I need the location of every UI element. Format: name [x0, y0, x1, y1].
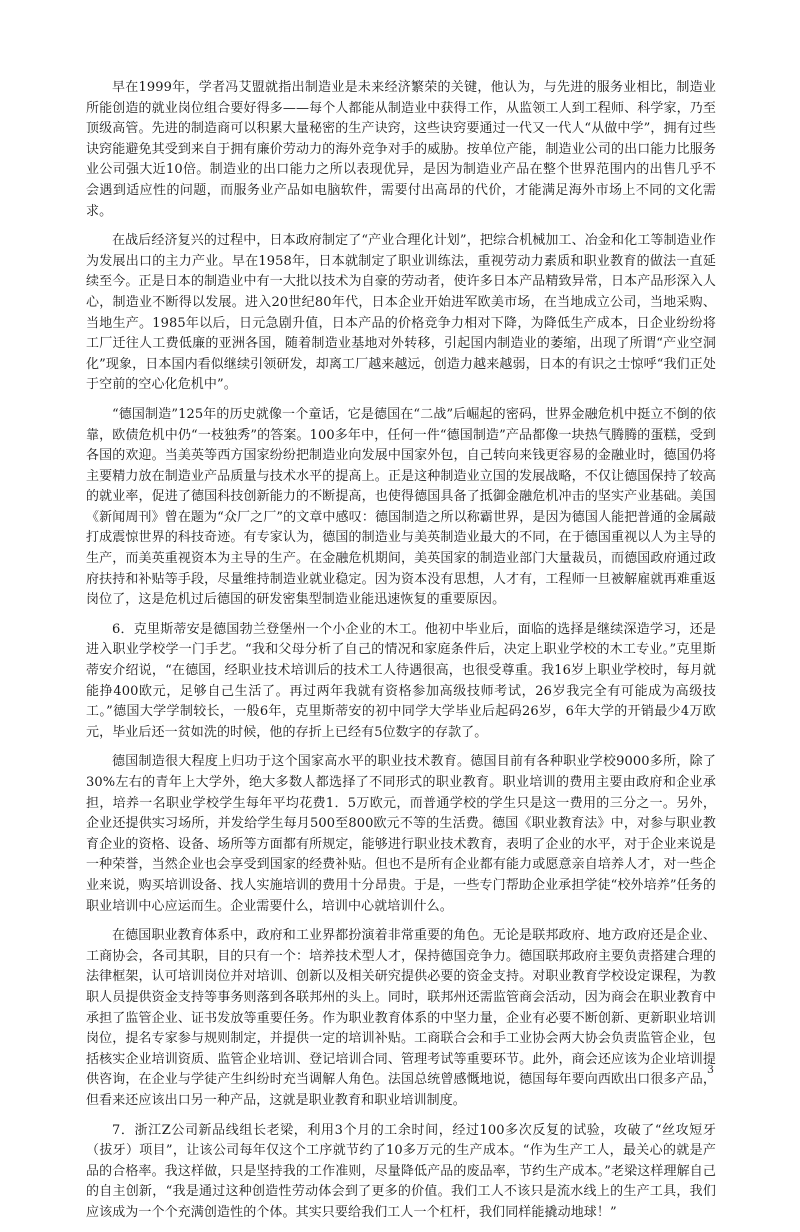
paragraph-government-industry-roles: 在德国职业教育体系中，政府和工业界都扮演着非常重要的角色。无论是联邦政府、地方政府还是企业、工商协会，各司其职，目的只有一个：培养技术型人才，保持德国竞争力。德国联邦政府主要负责搭建合理的法律框架，认可培训岗位并对培训、创新以及相关研究提供必要的资金支持。对职业教育学校设定课程，为教职人员提供资金支持等事务则落到各联邦州的头上。同时，联邦州还需监管商会活动，因为商会在职业教育中承担了监管企业、证书发放等重要任务。作为职业教育体系的中坚力量，企业有必要不断创新、更新职业培训岗位，提名专家参与规则制定，并提供一定的培训补贴。工商联合会和手工业协会两大协会负责监管企业，包括核实企业培训资质、监管企业培训、登记培训合同、管理考试等重要环节。此外，商会还应该为企业培训提供咨询，在企业与学徒产生纠纷时充当调解人角色。法国总统曾感慨地说，德国每年要向西欧出口很多产品，但看来还应该出口另一种产品，这就是职业教育和职业培训制度。 — [86, 928, 716, 1108]
document-body — [86, 78, 716, 1232]
paragraph-japan-industry: 在战后经济复兴的过程中，日本政府制定了“产业合理化计划”，把综合机械加工、冶金和化工等制造业作为发展出口的主力产业。早在1958年，日本就制定了职业训练法，重视劳动力素质和职业教育的做法一直延续至今。正是日本的制造业中有一大批以技术为自豪的劳动者，使许多日本产品精致异常，日本产品形深入人心，制造业不断得以发展。进入20世纪80年代，日本企业开始进军欧美市场，在当地成立公司，当地采购、当地生产。1985年以后，日元急剧升值，日本产品的价格竞争力相对下降，为降低生产成本，日企业纷纷将工厂迁往人工费低廉的亚洲各国，随着制造业基地对外转移，引起国内制造业的萎缩，出现了所谓“产业空洞化”现象，日本国内看似继续引领研发，却离工厂越来越远，创造力越来越弱，日本的有识之士惊呼“我们正处于空前的空心化危机中”。 — [86, 233, 716, 393]
page-number: 3 — [707, 1063, 714, 1076]
paragraph-vocational-education: 德国制造很大程度上归功于这个国家高水平的职业技术教育。德国目前有各种职业学校9000多所，除了30%左右的青年上大学外，绝大多数人都选择了不同形式的职业教育。职业培训的费用主要由政府和企业承担，培养一名职业学校学生每年平均花费1．5万欧元，而普通学校的学生只是这一费用的三分之一。另外，企业还提供实习场所，并发给学生每月500至800欧元不等的生活费。德国《职业教育法》中，对参与职业教育企业的资格、设备、场所等方面都有所规定，能够进行职业技术教育，表明了企业的水平，对于企业来说是一种荣誉，当然企业也会享受到国家的经费补贴。但也不是所有企业都有能力或愿意亲自培养人才，对一些企业来说，购买培训设备、找人实施培训的费用十分昂贵。于是，一些专门帮助企业承担学徒“校外培养”任务的职业培训中心应运而生。企业需要什么，培训中心就培训什么。 — [86, 754, 716, 914]
paragraph-christian-carpenter: 6．克里斯蒂安是德国勃兰登堡州一个小企业的木工。他初中毕业后，面临的选择是继续深造学习，还是进入职业学校学一门手艺。“我和父母分析了自己的情况和家庭条件后，决定上职业学校的木工专业。”克里斯蒂安介绍说，“在德国，经职业技术培训后的技术工人待遇很高，也很受尊重。我16岁上职业学校时，每月就能挣400欧元，足够自己生活了。再过两年我就有资格参加高级技师考试，26岁我完全有可能成为高级技工。”德国大学学制较长，一般6年，克里斯蒂安的初中同学大学毕业后起码26岁，6年大学的开销最少4万欧元，毕业后还一贫如洗的时候，他的存折上已经有5位数字的存款了。 — [86, 621, 716, 740]
paragraph-manufacturing-employment: 早在1999年，学者冯艾盟就指出制造业是未来经济繁荣的关键，他认为，与先进的服务业相比，制造业所能创造的就业岗位组合要好得多——每个人都能从制造业中获得工作，从监领工人到工程师、科学家，乃至顶级高管。先进的制造商可以积累大量秘密的生产诀窍，这些诀窍要通过一代又一代人“从做中学”，拥有过些诀窍能避免其受到来自于拥有廉价劳动力的海外竞争对手的威胁。按单位产能，制造业公司的出口能力比服务业公司强大近10倍。制造业的出口能力之所以表现优异，是因为制造业产品在整个世界范围内的出售几乎不会遇到适应性的问题，而服务业产品如电脑软件，需要付出高昂的代价，才能满足海外市场上不同的文化需求。 — [86, 80, 716, 219]
paragraph-made-in-germany: “德国制造”125年的历史就像一个童话，它是德国在“二战”后崛起的密码，世界金融危机中挺立不倒的依靠，欧债危机中仍“一枝独秀”的答案。100多年中，任何一件“德国制造”产品都像一块热气腾腾的蛋糕，受到各国的欢迎。当美英等西方国家纷纷把制造业向发展中国家外包，自己转向来钱更容易的金融业时，德国仍将主要精力放在制造业产品质量与技术水平的提高上。正是这种制造业立国的发展战略，不仅让德国保持了较高的就业率，促进了德国科技创新能力的不断提高，也使得德国具备了抵御金融危机冲击的坚实产业基础。美国《新闻周刊》曾在题为“众厂之厂”的文章中感叹：德国制造之所以称霸世界，是因为德国人能把普通的金属敲打成震惊世界的科技奇迹。有专家认为，德国的制造业与美英制造业最大的不同，在于德国重视以人为主导的生产，而美英重视资本为主导的生产。在金融危机期间，美英国家的制造业部门大量裁员，而德国政府通过政府扶持和补贴等手段，尽量维持制造业就业稳定。因为资本没有思想，人才有，工程师一旦被解雇就再难重返岗位了，这是危机过后德国的研发密集型制造业能迅速恢复的重要原因。 — [86, 406, 716, 608]
paragraph-zhejiang-company: 7．浙江Z公司新品线组长老梁，利用3个月的工余时间，经过100多次反复的试验，攻破了“丝攻短牙（拔牙）项目”，让该公司每年仅这个工序就节约了10多万元的生产成本。“作为生产工人，最关心的就是产品的合格率。我这样做，只是坚持我的工作准则，尽量降低产品的废品率，节约生产成本。”老梁这样理解自己的自主创新，“我是通过这种创造性劳动体会到了更多的价值。我们工人不该只是流水线上的生产工具，我们应该成为一个个充满创造性的个体。其实只要给我们工人一个杠杆，我们同样能撬动地球！” — [86, 1122, 716, 1220]
